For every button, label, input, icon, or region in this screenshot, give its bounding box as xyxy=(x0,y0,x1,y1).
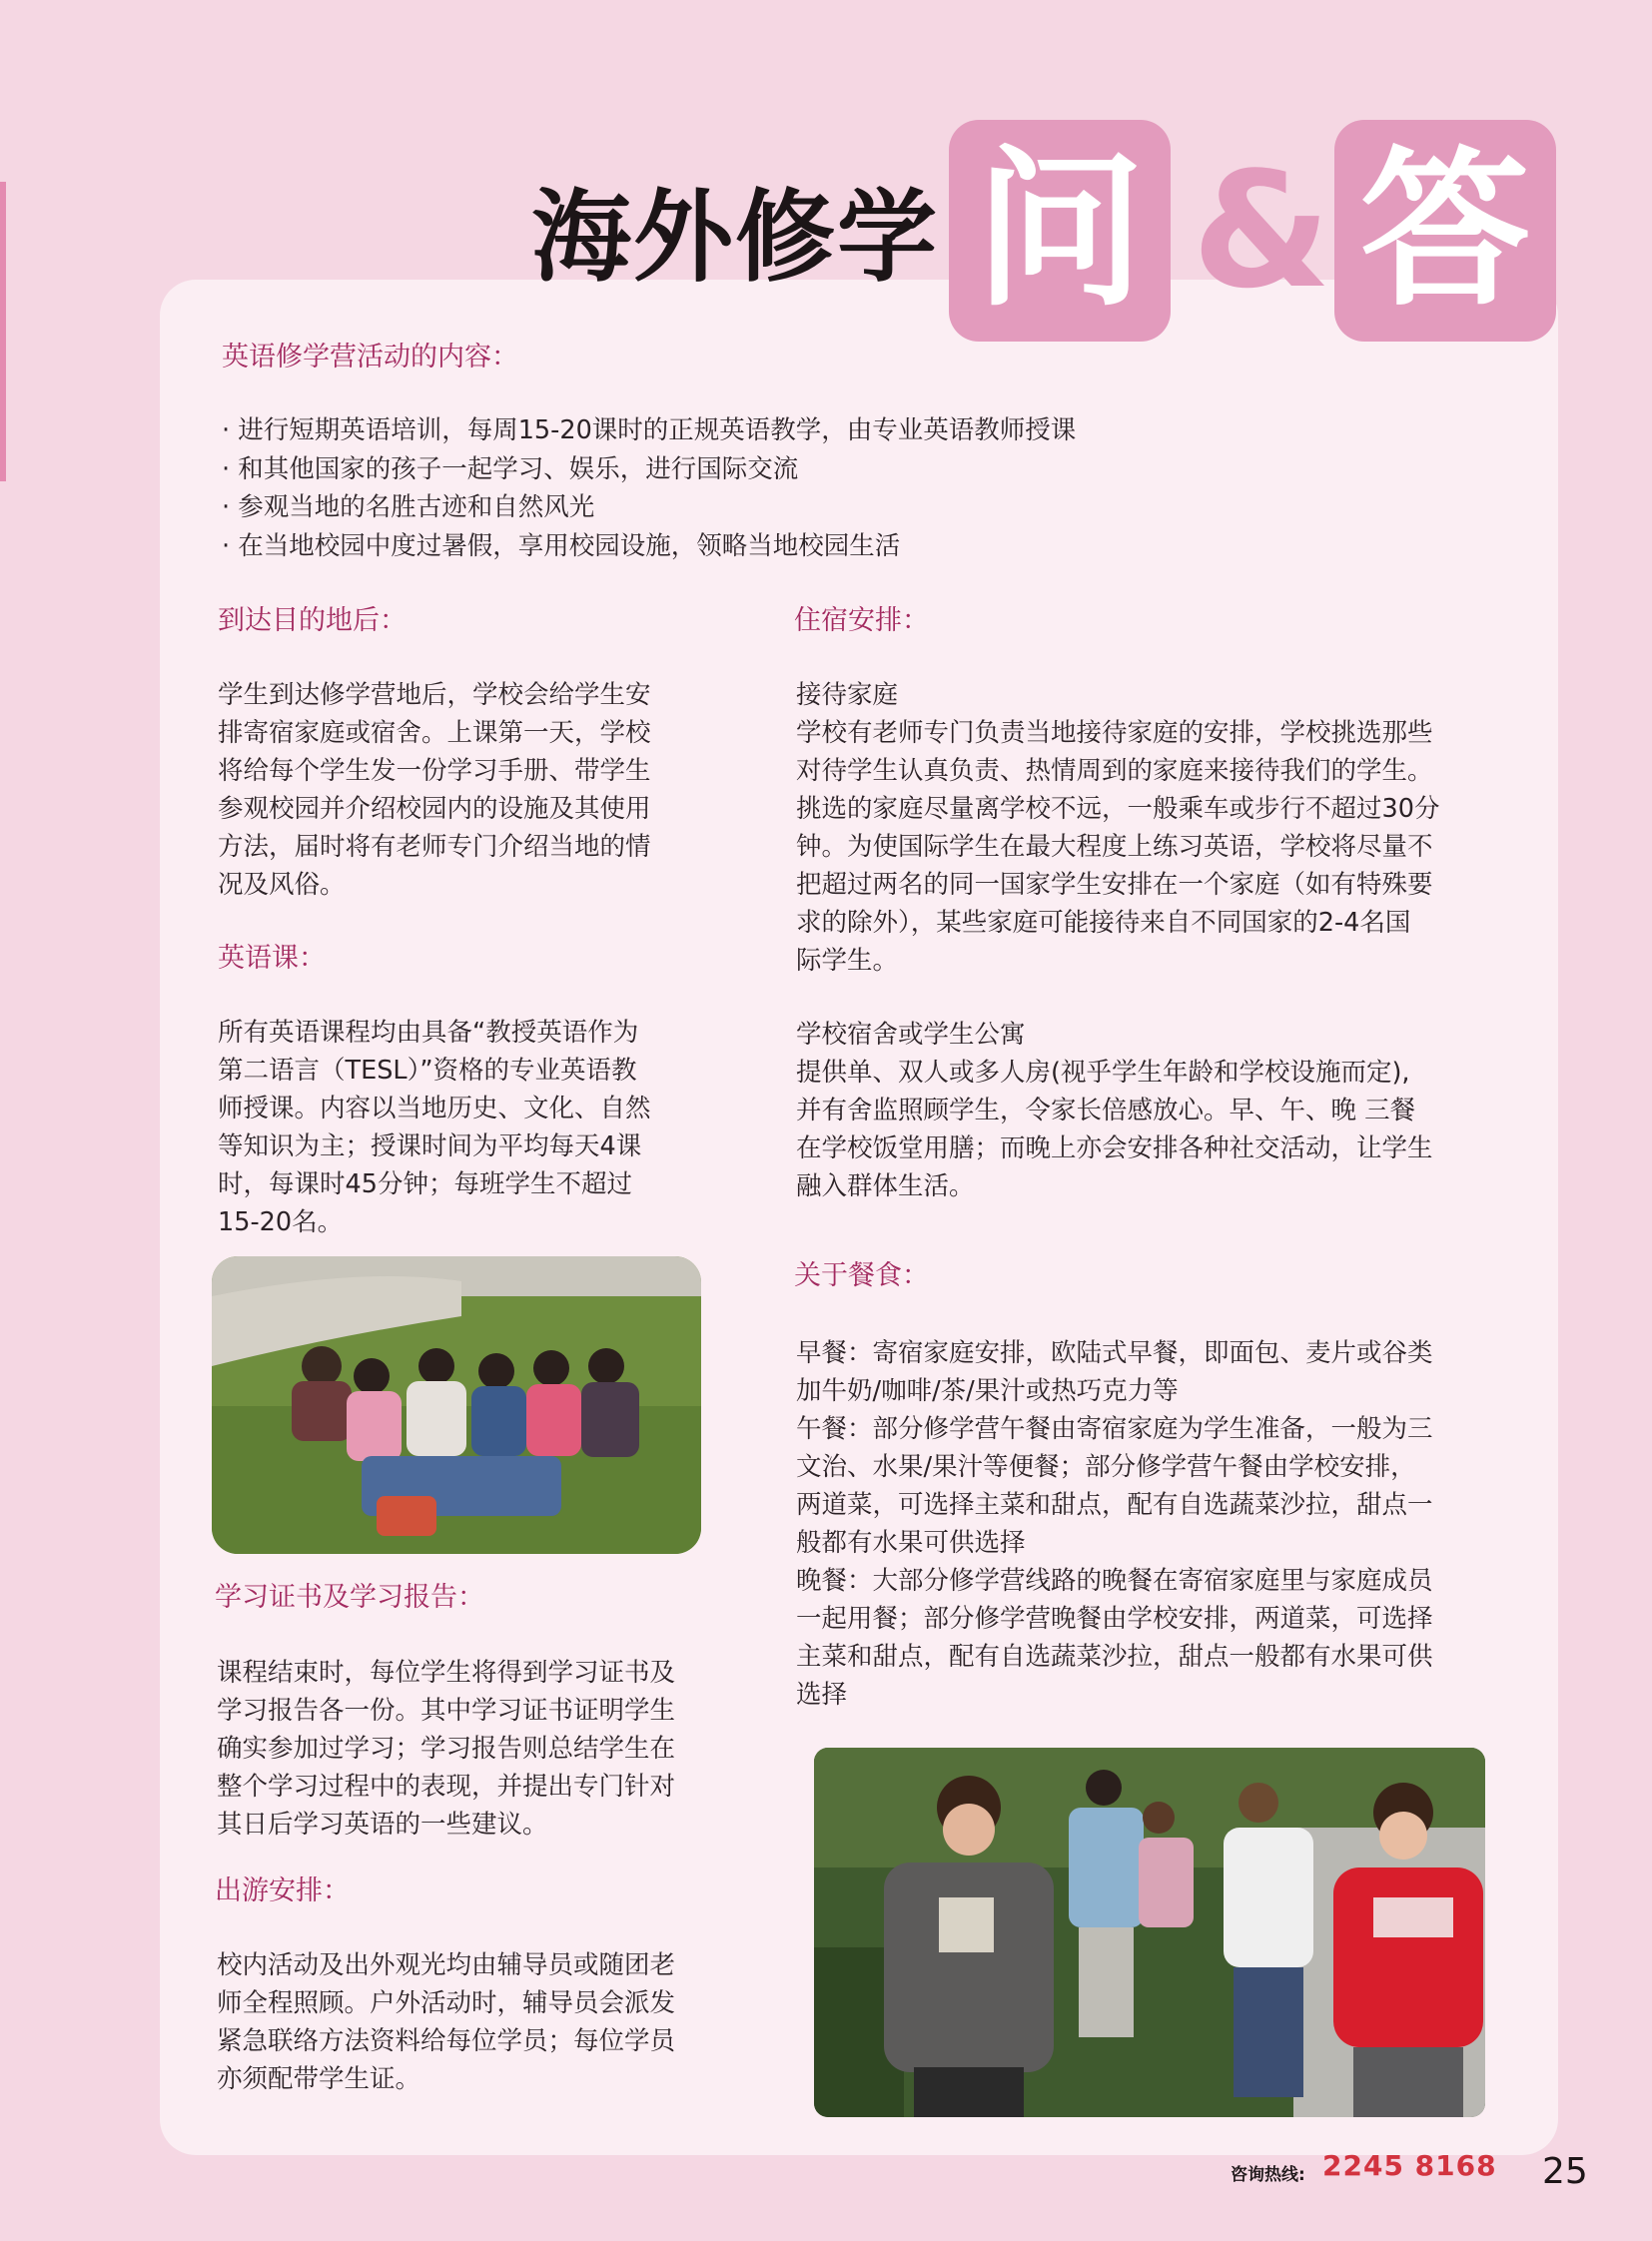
ampersand: & xyxy=(1192,137,1331,324)
text-line: 将给每个学生发一份学习手册、带学生 xyxy=(218,756,651,786)
text-line: 况及风俗。 xyxy=(218,870,346,900)
text-line: 在学校饭堂用膳；而晚上亦会安排各种社交活动，让学生 xyxy=(796,1133,1433,1163)
text-line: 文治、水果/果汁等便餐；部分修学营午餐由学校安排， xyxy=(796,1452,1416,1482)
text-line: 等知识为主；授课时间为平均每天4课 xyxy=(218,1131,642,1161)
text-line: 融入群体生活。 xyxy=(796,1171,975,1201)
students-walking-photo xyxy=(814,1748,1485,2117)
text-line: 主菜和甜点，配有自选蔬菜沙拉，甜点一般都有水果可供 xyxy=(796,1642,1433,1672)
text-line: 求的除外），某些家庭可能接待来自不同国家的2-4名国 xyxy=(796,908,1411,938)
text-line: 确实参加过学习；学习报告则总结学生在 xyxy=(217,1734,676,1764)
accommodation-heading: 住宿安排： xyxy=(794,605,929,636)
intro-heading: 英语修学营活动的内容： xyxy=(222,342,518,373)
text-line: 对待学生认真负责、热情周到的家庭来接待我们的学生。 xyxy=(796,756,1433,786)
host-family-section xyxy=(796,676,1439,980)
text-line: 两道菜，可选择主菜和甜点，配有自选蔬菜沙拉，甜点一 xyxy=(796,1490,1433,1520)
text-line: 亦须配带学生证。 xyxy=(217,2064,421,2094)
edge-accent-strip xyxy=(0,182,6,481)
text-line: 挑选的家庭尽量离学校不远，一般乘车或步行不超过30分 xyxy=(796,794,1440,824)
hotline-label: 咨询热线: xyxy=(1231,2165,1305,2185)
text-line: 加牛奶/咖啡/茶/果汁或热巧克力等 xyxy=(796,1376,1179,1406)
text-line: 时，每课时45分钟；每班学生不超过 xyxy=(218,1169,632,1199)
text-line: 所有英语课程均由具备“教授英语作为 xyxy=(218,1018,639,1048)
outings-paragraph xyxy=(217,1946,675,2098)
bullet-item: · 和其他国家的孩子一起学习、娱乐，进行国际交流 xyxy=(222,453,799,484)
bullet-item: · 在当地校园中度过暑假，享用校园设施，领略当地校园生活 xyxy=(222,530,901,561)
meals-paragraph xyxy=(796,1334,1433,1714)
text-line: 选择 xyxy=(796,1680,848,1710)
bullet-item: · 参观当地的名胜古迹和自然风光 xyxy=(222,492,595,522)
intro-bullet-list xyxy=(222,411,1076,565)
english-class-paragraph xyxy=(218,1014,651,1241)
text-line: 早餐：寄宿家庭安排，欧陆式早餐，即面包、麦片或谷类 xyxy=(796,1338,1433,1368)
students-on-lawn-photo xyxy=(212,1256,701,1554)
text-line: 午餐：部分修学营午餐由寄宿家庭为学生准备，一般为三 xyxy=(796,1414,1433,1444)
text-line: 方法，届时将有老师专门介绍当地的情 xyxy=(218,832,651,862)
text-line: 师授课。内容以当地历史、文化、自然 xyxy=(218,1094,651,1123)
text-line: 学习报告各一份。其中学习证书证明学生 xyxy=(217,1696,676,1726)
text-line: 晚餐：大部分修学营线路的晚餐在寄宿家庭里与家庭成员 xyxy=(796,1566,1433,1596)
text-line: 学校有老师专门负责当地接待家庭的安排，学校挑选那些 xyxy=(796,718,1433,748)
outings-heading: 出游安排： xyxy=(215,1875,350,1906)
subsection-title: 接待家庭 xyxy=(796,680,899,710)
text-line: 其日后学习英语的一些建议。 xyxy=(217,1810,548,1840)
text-line: 际学生。 xyxy=(796,946,899,976)
text-line: 排寄宿家庭或宿舍。上课第一天，学校 xyxy=(218,718,651,748)
question-badge: 问 xyxy=(949,120,1171,342)
text-line: 学生到达修学营地后，学校会给学生安 xyxy=(218,680,651,710)
text-line: 紧急联络方法资料给每位学员；每位学员 xyxy=(217,2026,676,2056)
certificate-paragraph xyxy=(217,1654,675,1844)
certificate-heading: 学习证书及学习报告： xyxy=(215,1582,484,1613)
text-line: 并有舍监照顾学生，令家长倍感放心。早、午、晚 三餐 xyxy=(796,1096,1416,1125)
meals-heading: 关于餐食： xyxy=(794,1260,929,1291)
text-line: 参观校园并介绍校园内的设施及其使用 xyxy=(218,794,651,824)
text-line: 校内活动及出外观光均由辅导员或随团老 xyxy=(217,1950,676,1980)
english-class-heading: 英语课： xyxy=(218,943,326,974)
text-line: 15-20名。 xyxy=(218,1207,344,1237)
text-line: 般都有水果可供选择 xyxy=(796,1528,1026,1558)
page-number: 25 xyxy=(1542,2151,1588,2192)
text-line: 钟。为使国际学生在最大程度上练习英语，学校将尽量不 xyxy=(796,832,1433,862)
answer-badge: 答 xyxy=(1334,120,1556,342)
text-line: 整个学习过程中的表现，并提出专门针对 xyxy=(217,1772,676,1802)
hotline-number: 2245 8168 xyxy=(1322,2149,1497,2182)
arrival-paragraph xyxy=(218,676,651,904)
text-line: 一起用餐；部分修学营晚餐由学校安排，两道菜，可选择 xyxy=(796,1604,1433,1634)
text-line: 课程结束时，每位学生将得到学习证书及 xyxy=(217,1658,676,1688)
text-line: 第二语言（TESL）”资格的专业英语教 xyxy=(218,1056,637,1086)
text-line: 提供单、双人或多人房(视乎学生年龄和学校设施而定), xyxy=(796,1058,1410,1088)
dormitory-section xyxy=(796,1016,1433,1205)
page-title: 海外修学 xyxy=(531,178,939,296)
text-line: 师全程照顾。户外活动时，辅导员会派发 xyxy=(217,1988,676,2018)
bullet-item: · 进行短期英语培训，每周15-20课时的正规英语教学，由专业英语教师授课 xyxy=(222,415,1077,445)
subsection-title: 学校宿舍或学生公寓 xyxy=(796,1020,1026,1050)
text-line: 把超过两名的同一国家学生安排在一个家庭（如有特殊要 xyxy=(796,870,1433,900)
arrival-heading: 到达目的地后： xyxy=(218,605,407,636)
